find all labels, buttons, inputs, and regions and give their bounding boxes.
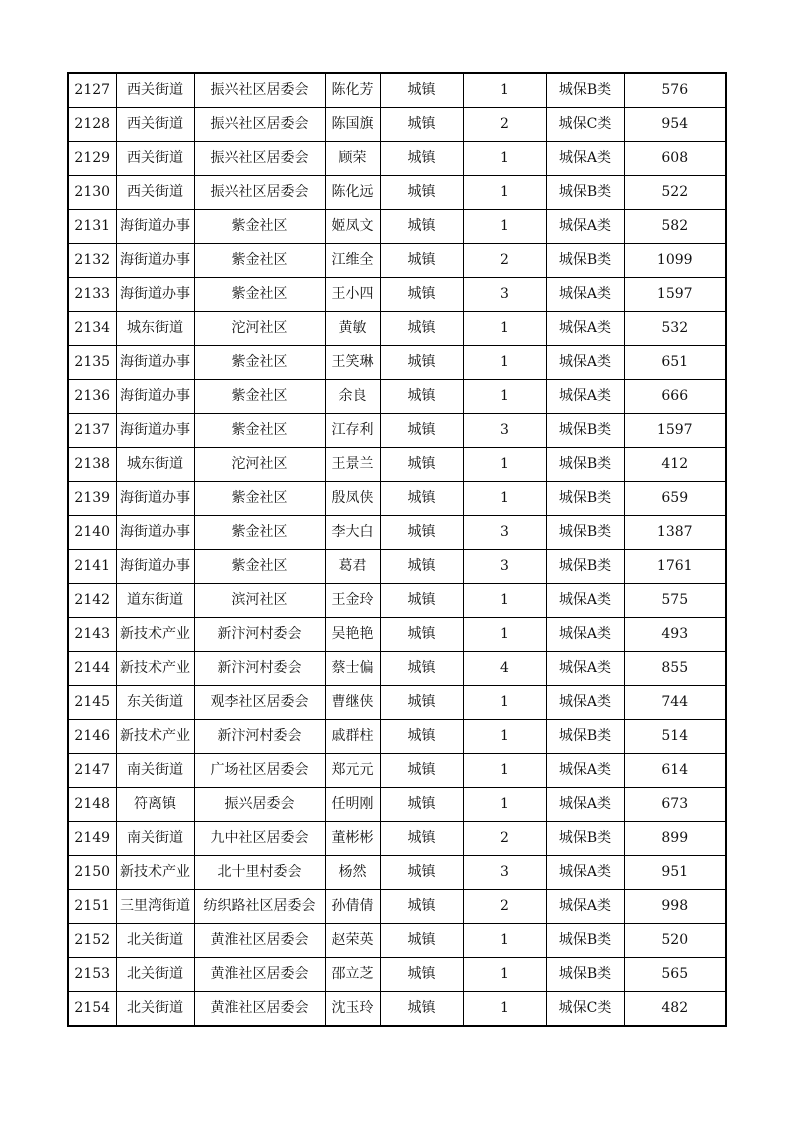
cell-household-count: 1 — [463, 346, 546, 380]
table-row — [68, 73, 726, 108]
cell-amount: 744 — [624, 686, 726, 720]
cell-community: 沱河社区 — [194, 448, 325, 482]
cell-area: 城镇 — [380, 73, 463, 108]
cell-number: 2140 — [68, 516, 116, 550]
cell-household-count: 1 — [463, 788, 546, 822]
cell-area: 城镇 — [380, 890, 463, 924]
cell-community: 滨河社区 — [194, 584, 325, 618]
cell-amount: 514 — [624, 720, 726, 754]
table-row — [68, 652, 726, 686]
cell-street: 北关街道 — [116, 992, 194, 1027]
cell-household-count: 1 — [463, 380, 546, 414]
cell-community: 黄淮社区居委会 — [194, 924, 325, 958]
cell-number: 2137 — [68, 414, 116, 448]
cell-amount: 855 — [624, 652, 726, 686]
cell-area: 城镇 — [380, 380, 463, 414]
cell-name: 郑元元 — [325, 754, 380, 788]
cell-number: 2147 — [68, 754, 116, 788]
table-row — [68, 380, 726, 414]
cell-community: 紫金社区 — [194, 516, 325, 550]
cell-household-count: 1 — [463, 142, 546, 176]
cell-area: 城镇 — [380, 686, 463, 720]
cell-category: 城保B类 — [546, 244, 624, 278]
cell-category: 城保A类 — [546, 278, 624, 312]
cell-amount: 412 — [624, 448, 726, 482]
cell-community: 紫金社区 — [194, 210, 325, 244]
table-row — [68, 992, 726, 1027]
cell-number: 2132 — [68, 244, 116, 278]
cell-household-count: 1 — [463, 686, 546, 720]
cell-household-count: 1 — [463, 618, 546, 652]
cell-household-count: 1 — [463, 754, 546, 788]
cell-number: 2134 — [68, 312, 116, 346]
cell-community: 紫金社区 — [194, 380, 325, 414]
table-row — [68, 312, 726, 346]
table-row — [68, 856, 726, 890]
cell-area: 城镇 — [380, 618, 463, 652]
cell-name: 戚群柱 — [325, 720, 380, 754]
table-row — [68, 414, 726, 448]
cell-name: 曹继侠 — [325, 686, 380, 720]
cell-household-count: 3 — [463, 856, 546, 890]
cell-household-count: 1 — [463, 584, 546, 618]
cell-community: 振兴居委会 — [194, 788, 325, 822]
cell-amount: 608 — [624, 142, 726, 176]
cell-category: 城保B类 — [546, 414, 624, 448]
cell-street: 三里湾街道 — [116, 890, 194, 924]
cell-area: 城镇 — [380, 142, 463, 176]
cell-number: 2136 — [68, 380, 116, 414]
cell-amount: 532 — [624, 312, 726, 346]
cell-community: 新汴河村委会 — [194, 618, 325, 652]
cell-area: 城镇 — [380, 312, 463, 346]
cell-amount: 899 — [624, 822, 726, 856]
table-row — [68, 958, 726, 992]
cell-category: 城保A类 — [546, 584, 624, 618]
cell-amount: 954 — [624, 108, 726, 142]
cell-name: 王小四 — [325, 278, 380, 312]
cell-name: 沈玉玲 — [325, 992, 380, 1027]
cell-name: 陈国旗 — [325, 108, 380, 142]
cell-street: 新技术产业 — [116, 618, 194, 652]
cell-community: 黄淮社区居委会 — [194, 958, 325, 992]
cell-area: 城镇 — [380, 788, 463, 822]
cell-street: 西关街道 — [116, 73, 194, 108]
cell-name: 王笑琳 — [325, 346, 380, 380]
cell-street: 海街道办事 — [116, 550, 194, 584]
cell-number: 2148 — [68, 788, 116, 822]
cell-number: 2149 — [68, 822, 116, 856]
cell-number: 2144 — [68, 652, 116, 686]
cell-category: 城保C类 — [546, 108, 624, 142]
cell-community: 观李社区居委会 — [194, 686, 325, 720]
cell-name: 孙倩倩 — [325, 890, 380, 924]
cell-household-count: 1 — [463, 958, 546, 992]
cell-category: 城保B类 — [546, 720, 624, 754]
cell-category: 城保A类 — [546, 618, 624, 652]
cell-street: 海街道办事 — [116, 346, 194, 380]
cell-community: 紫金社区 — [194, 414, 325, 448]
cell-number: 2127 — [68, 73, 116, 108]
cell-category: 城保A类 — [546, 856, 624, 890]
cell-area: 城镇 — [380, 822, 463, 856]
cell-area: 城镇 — [380, 210, 463, 244]
cell-number: 2153 — [68, 958, 116, 992]
table-row — [68, 108, 726, 142]
cell-name: 蔡士偏 — [325, 652, 380, 686]
cell-community: 黄淮社区居委会 — [194, 992, 325, 1027]
cell-street: 海街道办事 — [116, 414, 194, 448]
cell-number: 2145 — [68, 686, 116, 720]
cell-category: 城保A类 — [546, 754, 624, 788]
cell-community: 广场社区居委会 — [194, 754, 325, 788]
cell-amount: 575 — [624, 584, 726, 618]
cell-street: 海街道办事 — [116, 278, 194, 312]
cell-street: 西关街道 — [116, 142, 194, 176]
cell-street: 道东街道 — [116, 584, 194, 618]
cell-category: 城保A类 — [546, 346, 624, 380]
cell-amount: 1597 — [624, 278, 726, 312]
cell-area: 城镇 — [380, 584, 463, 618]
cell-category: 城保A类 — [546, 686, 624, 720]
cell-community: 纺织路社区居委会 — [194, 890, 325, 924]
cell-amount: 565 — [624, 958, 726, 992]
cell-number: 2139 — [68, 482, 116, 516]
cell-area: 城镇 — [380, 924, 463, 958]
cell-household-count: 1 — [463, 482, 546, 516]
cell-amount: 651 — [624, 346, 726, 380]
cell-amount: 576 — [624, 73, 726, 108]
cell-name: 黄敏 — [325, 312, 380, 346]
table-body — [68, 73, 726, 1026]
cell-amount: 666 — [624, 380, 726, 414]
cell-category: 城保B类 — [546, 550, 624, 584]
cell-number: 2128 — [68, 108, 116, 142]
cell-street: 海街道办事 — [116, 244, 194, 278]
cell-community: 九中社区居委会 — [194, 822, 325, 856]
cell-category: 城保A类 — [546, 210, 624, 244]
cell-area: 城镇 — [380, 958, 463, 992]
table-row — [68, 210, 726, 244]
cell-number: 2143 — [68, 618, 116, 652]
cell-area: 城镇 — [380, 516, 463, 550]
cell-number: 2151 — [68, 890, 116, 924]
cell-household-count: 1 — [463, 176, 546, 210]
cell-amount: 1387 — [624, 516, 726, 550]
cell-street: 北关街道 — [116, 958, 194, 992]
cell-name: 顾荣 — [325, 142, 380, 176]
cell-area: 城镇 — [380, 244, 463, 278]
cell-community: 新汴河村委会 — [194, 652, 325, 686]
cell-category: 城保A类 — [546, 890, 624, 924]
cell-area: 城镇 — [380, 652, 463, 686]
cell-area: 城镇 — [380, 108, 463, 142]
data-table — [67, 72, 727, 1027]
cell-area: 城镇 — [380, 856, 463, 890]
cell-area: 城镇 — [380, 414, 463, 448]
cell-amount: 1597 — [624, 414, 726, 448]
cell-name: 李大白 — [325, 516, 380, 550]
cell-household-count: 1 — [463, 312, 546, 346]
cell-number: 2152 — [68, 924, 116, 958]
cell-street: 新技术产业 — [116, 720, 194, 754]
cell-number: 2130 — [68, 176, 116, 210]
cell-category: 城保A类 — [546, 142, 624, 176]
table-row — [68, 754, 726, 788]
cell-category: 城保B类 — [546, 516, 624, 550]
cell-category: 城保B类 — [546, 958, 624, 992]
cell-category: 城保B类 — [546, 482, 624, 516]
cell-category: 城保B类 — [546, 73, 624, 108]
cell-community: 紫金社区 — [194, 346, 325, 380]
cell-amount: 951 — [624, 856, 726, 890]
cell-area: 城镇 — [380, 482, 463, 516]
cell-category: 城保B类 — [546, 822, 624, 856]
cell-community: 振兴社区居委会 — [194, 73, 325, 108]
cell-household-count: 1 — [463, 73, 546, 108]
cell-household-count: 2 — [463, 108, 546, 142]
table-row — [68, 516, 726, 550]
table-row — [68, 618, 726, 652]
cell-household-count: 1 — [463, 210, 546, 244]
cell-street: 西关街道 — [116, 108, 194, 142]
cell-street: 海街道办事 — [116, 380, 194, 414]
cell-area: 城镇 — [380, 550, 463, 584]
cell-name: 余良 — [325, 380, 380, 414]
cell-household-count: 1 — [463, 448, 546, 482]
cell-community: 新汴河村委会 — [194, 720, 325, 754]
cell-street: 海街道办事 — [116, 210, 194, 244]
cell-name: 杨然 — [325, 856, 380, 890]
table-row — [68, 142, 726, 176]
cell-street: 北关街道 — [116, 924, 194, 958]
cell-number: 2154 — [68, 992, 116, 1027]
cell-amount: 614 — [624, 754, 726, 788]
cell-amount: 493 — [624, 618, 726, 652]
cell-street: 东关街道 — [116, 686, 194, 720]
cell-household-count: 1 — [463, 992, 546, 1027]
cell-name: 王景兰 — [325, 448, 380, 482]
cell-name: 姬凤文 — [325, 210, 380, 244]
table-row — [68, 244, 726, 278]
cell-amount: 582 — [624, 210, 726, 244]
cell-household-count: 1 — [463, 720, 546, 754]
cell-street: 海街道办事 — [116, 482, 194, 516]
cell-amount: 998 — [624, 890, 726, 924]
cell-community: 振兴社区居委会 — [194, 108, 325, 142]
cell-household-count: 2 — [463, 822, 546, 856]
table-row — [68, 482, 726, 516]
cell-amount: 659 — [624, 482, 726, 516]
cell-number: 2129 — [68, 142, 116, 176]
cell-number: 2142 — [68, 584, 116, 618]
table-row — [68, 788, 726, 822]
cell-name: 邵立芝 — [325, 958, 380, 992]
cell-household-count: 3 — [463, 516, 546, 550]
cell-name: 江维全 — [325, 244, 380, 278]
table-row — [68, 924, 726, 958]
cell-amount: 520 — [624, 924, 726, 958]
cell-number: 2133 — [68, 278, 116, 312]
cell-area: 城镇 — [380, 176, 463, 210]
cell-amount: 673 — [624, 788, 726, 822]
table-row — [68, 176, 726, 210]
cell-category: 城保B类 — [546, 176, 624, 210]
cell-household-count: 2 — [463, 890, 546, 924]
cell-street: 符离镇 — [116, 788, 194, 822]
cell-community: 北十里村委会 — [194, 856, 325, 890]
cell-street: 南关街道 — [116, 822, 194, 856]
cell-name: 陈化远 — [325, 176, 380, 210]
table-row — [68, 822, 726, 856]
cell-area: 城镇 — [380, 346, 463, 380]
cell-community: 紫金社区 — [194, 550, 325, 584]
cell-number: 2146 — [68, 720, 116, 754]
cell-area: 城镇 — [380, 278, 463, 312]
cell-category: 城保A类 — [546, 652, 624, 686]
cell-category: 城保C类 — [546, 992, 624, 1027]
table-row — [68, 550, 726, 584]
cell-household-count: 3 — [463, 278, 546, 312]
cell-amount: 1099 — [624, 244, 726, 278]
cell-category: 城保A类 — [546, 312, 624, 346]
cell-area: 城镇 — [380, 448, 463, 482]
cell-number: 2150 — [68, 856, 116, 890]
cell-street: 海街道办事 — [116, 516, 194, 550]
cell-name: 陈化芳 — [325, 73, 380, 108]
cell-amount: 522 — [624, 176, 726, 210]
cell-category: 城保B类 — [546, 448, 624, 482]
cell-number: 2131 — [68, 210, 116, 244]
cell-community: 紫金社区 — [194, 244, 325, 278]
cell-community: 紫金社区 — [194, 278, 325, 312]
cell-area: 城镇 — [380, 992, 463, 1027]
cell-street: 城东街道 — [116, 448, 194, 482]
cell-category: 城保B类 — [546, 924, 624, 958]
cell-street: 新技术产业 — [116, 652, 194, 686]
table-row — [68, 346, 726, 380]
cell-number: 2135 — [68, 346, 116, 380]
cell-name: 任明刚 — [325, 788, 380, 822]
table-row — [68, 686, 726, 720]
cell-community: 紫金社区 — [194, 482, 325, 516]
cell-name: 吴艳艳 — [325, 618, 380, 652]
table-row — [68, 890, 726, 924]
cell-household-count: 2 — [463, 244, 546, 278]
table-row — [68, 278, 726, 312]
cell-amount: 1761 — [624, 550, 726, 584]
cell-name: 赵荣英 — [325, 924, 380, 958]
cell-street: 城东街道 — [116, 312, 194, 346]
cell-name: 董彬彬 — [325, 822, 380, 856]
cell-category: 城保A类 — [546, 380, 624, 414]
cell-street: 南关街道 — [116, 754, 194, 788]
cell-name: 殷凤侠 — [325, 482, 380, 516]
cell-household-count: 3 — [463, 550, 546, 584]
cell-name: 江存利 — [325, 414, 380, 448]
cell-household-count: 1 — [463, 924, 546, 958]
cell-category: 城保A类 — [546, 788, 624, 822]
cell-street: 西关街道 — [116, 176, 194, 210]
cell-amount: 482 — [624, 992, 726, 1027]
cell-community: 振兴社区居委会 — [194, 176, 325, 210]
cell-number: 2138 — [68, 448, 116, 482]
cell-household-count: 3 — [463, 414, 546, 448]
cell-household-count: 4 — [463, 652, 546, 686]
table-row — [68, 584, 726, 618]
table-row — [68, 448, 726, 482]
table-row — [68, 720, 726, 754]
cell-community: 振兴社区居委会 — [194, 142, 325, 176]
cell-street: 新技术产业 — [116, 856, 194, 890]
cell-area: 城镇 — [380, 720, 463, 754]
cell-area: 城镇 — [380, 754, 463, 788]
cell-community: 沱河社区 — [194, 312, 325, 346]
cell-name: 葛君 — [325, 550, 380, 584]
cell-number: 2141 — [68, 550, 116, 584]
cell-name: 王金玲 — [325, 584, 380, 618]
